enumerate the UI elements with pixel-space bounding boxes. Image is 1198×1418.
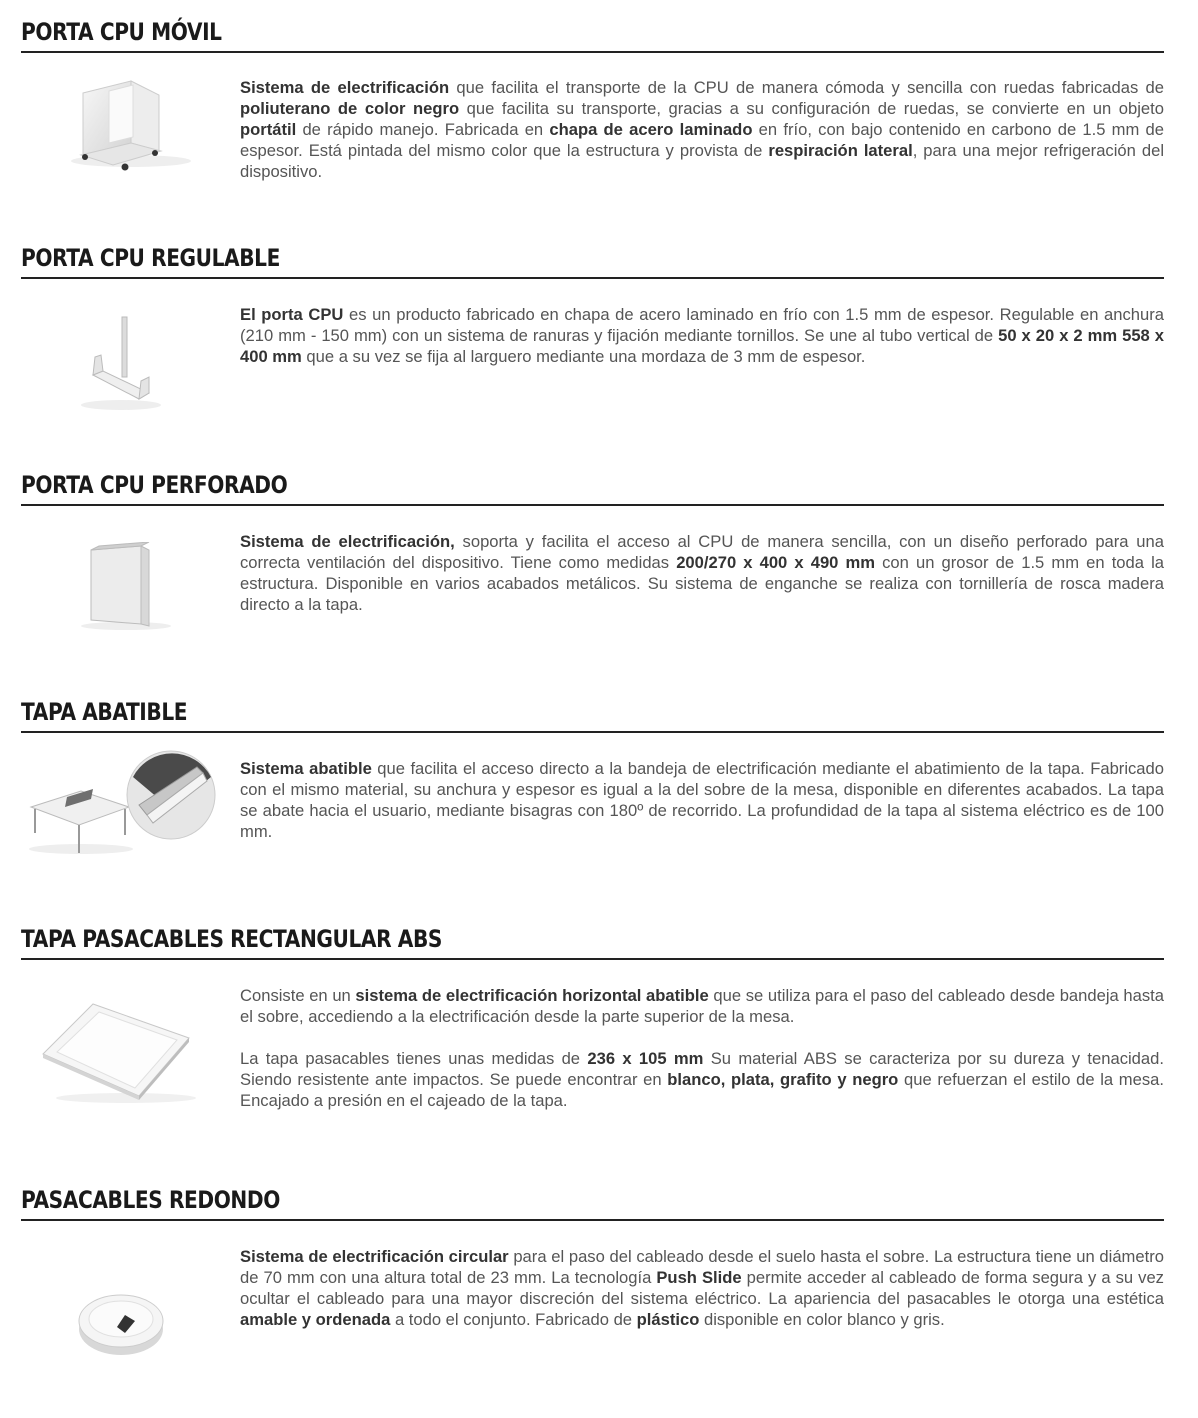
body-text: Su material ABS se caracteriza por su dureza y tenacidad. Siendo resistente ante impactos. Se puede encontrar en [240, 1049, 1164, 1089]
emphasis-text: Push Slide [656, 1268, 742, 1287]
emphasis-text: portátil [240, 120, 297, 139]
body-text: La tapa pasacables tienes unas medidas de [240, 1049, 588, 1068]
rectangular-cable-lid-image [21, 992, 226, 1107]
emphasis-text: amable y ordenada [240, 1310, 391, 1329]
body-text: que facilita el acceso directo a la bandeja de electrificación mediante el abatimiento de la tapa. Fabricado con el mismo material, su anchura y espesor es igual a la del sobre de la mesa, disponible en diferentes acabados. La tapa se abate hacia el usuario, mediante bisagras con 180º de recorrido. La profundidad de la tapa al sistema eléctrico es de 100 mm. [240, 759, 1164, 841]
body-text: permite acceder al cableado de forma segura y a su vez ocultar el cableado para una mayor discreción del sistema eléctrico. La apariencia del pasacables le otorga una estética [240, 1268, 1164, 1308]
section-description [240, 531, 1164, 615]
body-text: para el paso del cableado desde el suelo hasta el sobre. La estructura tiene un diámetro de 70 mm con una altura total de 23 mm. La tecnología [240, 1247, 1164, 1287]
emphasis-text: Sistema de electrificación circular [240, 1247, 509, 1266]
section-porta-cpu-perforado [21, 468, 1165, 614]
hinged-lid-image [21, 749, 226, 859]
section-divider [21, 958, 1164, 960]
emphasis-text: 50 x 20 x 2 mm 558 x 400 mm [240, 326, 1164, 366]
emphasis-text: Sistema abatible [240, 759, 372, 778]
emphasis-text: 200/270 x 400 x 490 mm [676, 553, 876, 572]
section-divider [21, 1219, 1164, 1221]
adjustable-cpu-holder-image [21, 313, 226, 413]
description-paragraph [240, 985, 1164, 1027]
emphasis-text: El porta CPU [240, 305, 344, 324]
body-text: que se utiliza para el paso del cableado desde bandeja hasta el sobre, accediendo a la electrificación desde la parte superior de la mesa. [240, 986, 1164, 1026]
mobile-cpu-holder-image [21, 73, 226, 173]
section-pasacables-redondo [21, 1183, 1164, 1329]
section-divider [21, 731, 1164, 733]
body-text: , para una mejor refrigeración del dispositivo. [240, 141, 1165, 181]
body-text: a todo el conjunto. Fabricado de [390, 1310, 637, 1329]
body-text: que a su vez se fija al larguero mediante una mordaza de 3 mm de espesor. [301, 347, 866, 366]
section-description [240, 304, 1164, 367]
emphasis-text: Sistema de electrificación [240, 78, 450, 97]
body-text: disponible en color blanco y gris. [699, 1310, 945, 1329]
emphasis-text: blanco, plata, grafito y negro [667, 1070, 899, 1089]
emphasis-text: plástico [636, 1310, 700, 1329]
body-text: en frío, con bajo contenido en carbono de 1.5 mm de espesor. Está pintada del mismo color que la estructura y provista de [240, 120, 1164, 160]
body-text: es un producto fabricado en chapa de acero laminado en frío con 1.5 mm de espesor. Regulable en anchura (210 mm - 150 mm) con un sistema de ranuras y fijación mediante tornillos. Se une al tubo vertical de [240, 305, 1164, 345]
emphasis-text: respiración lateral [768, 141, 913, 160]
body-text: que facilita su transporte, gracias a su configuración de ruedas, se convierte en un objeto [459, 99, 1164, 118]
perforated-cpu-holder-image [21, 542, 226, 632]
description-paragraph [240, 77, 1164, 182]
body-text: Consiste en un [240, 986, 356, 1005]
body-text: con un grosor de 1.5 mm en toda la estructura. Disponible en varios acabados metálicos. Su sistema de enganche se realiza con tornillería de rosca madera directo a la tapa. [240, 553, 1165, 614]
section-title: PASACABLES REDONDO [21, 1186, 280, 1214]
emphasis-text: chapa de acero laminado [549, 120, 753, 139]
section-divider [21, 504, 1164, 506]
emphasis-text: poliuterano de color negro [240, 99, 460, 118]
section-porta-cpu-regulable [21, 241, 1164, 366]
section-divider [21, 51, 1164, 53]
section-description [240, 985, 1164, 1111]
description-paragraph [240, 531, 1164, 615]
emphasis-text: 236 x 105 mm [587, 1049, 704, 1068]
section-tapa-abatible [21, 695, 1164, 841]
section-title: TAPA ABATIBLE [21, 698, 188, 726]
description-paragraph [240, 304, 1164, 367]
emphasis-text: Sistema de electrificación, [240, 532, 455, 551]
description-paragraph [240, 758, 1164, 842]
description-paragraph [240, 1246, 1164, 1330]
description-paragraph [240, 1048, 1164, 1111]
section-title: PORTA CPU MÓVIL [21, 18, 222, 46]
body-text: de rápido manejo. Fabricada en [296, 120, 550, 139]
section-title: PORTA CPU PERFORADO [21, 471, 288, 499]
section-porta-cpu-movil [21, 15, 1165, 181]
section-title: PORTA CPU REGULABLE [21, 244, 280, 272]
section-description [240, 758, 1164, 842]
section-divider [21, 277, 1164, 279]
body-text: soporta y facilita el acceso al CPU de manera sencilla, con un diseño perforado para una correcta ventilación del dispositivo. Tiene como medidas [240, 532, 1164, 572]
section-title: TAPA PASACABLES RECTANGULAR ABS [21, 925, 443, 953]
section-description [240, 77, 1164, 182]
body-text: que refuerzan el estilo de la mesa. Encajado a presión en el cajeado de la tapa. [240, 1070, 1164, 1110]
section-tapa-pasacables-rectangular [21, 922, 1164, 1110]
body-text: que facilita el transporte de la CPU de manera cómoda y sencilla con ruedas fabricadas de [449, 78, 1165, 97]
emphasis-text: sistema de electrificación horizontal abatible [355, 986, 709, 1005]
round-grommet-image [21, 1271, 226, 1361]
section-description [240, 1246, 1164, 1330]
